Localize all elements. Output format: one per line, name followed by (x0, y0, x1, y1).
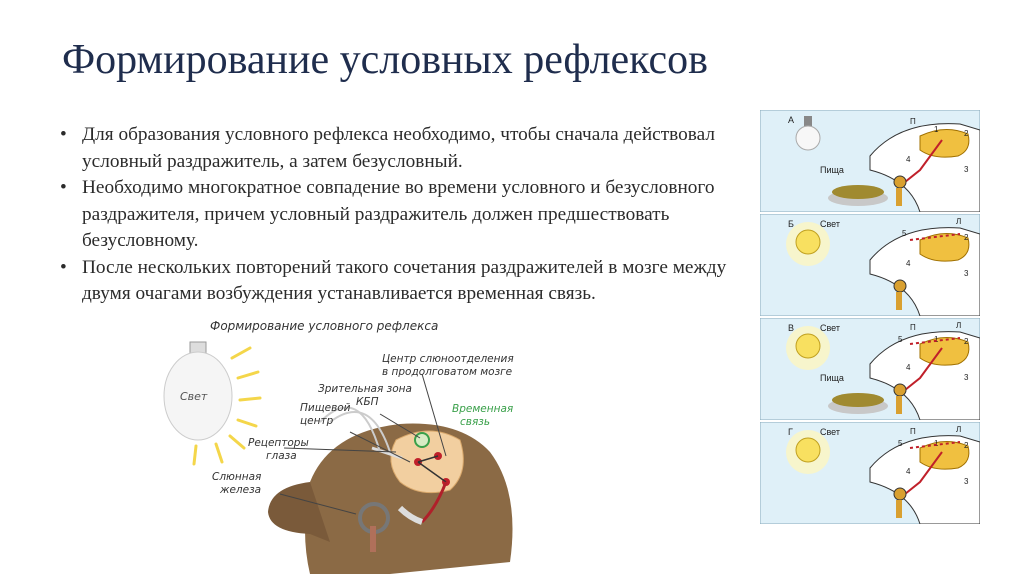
label-visual-zone-2: КБП (356, 396, 379, 408)
panel-mark: 2 (964, 129, 969, 138)
panel-mark: 3 (964, 373, 969, 382)
label-eye-receptors-2: глаза (266, 450, 297, 462)
panel-b (760, 214, 980, 316)
panel-mark: 3 (964, 477, 969, 486)
label-temporary-link: Временная (452, 403, 514, 415)
reflex-diagram-svg (160, 312, 530, 574)
panel-a-svg (760, 110, 980, 212)
panel-mark: 3 (964, 269, 969, 278)
bullet-item: • Для образования условного рефлекса необходимо, чтобы сначала действовал условный раздражитель, а затем безусловный. (60, 122, 740, 175)
panel-mark: 2 (964, 337, 969, 346)
panel-mark: 5 (898, 335, 903, 344)
label-eye-receptors: Рецепторы (248, 437, 309, 449)
diagram-heading: Формирование условного рефлекса (210, 319, 439, 333)
panel-letter: Б (788, 219, 794, 229)
panel-a (760, 110, 980, 212)
panel-mark: 5 (898, 439, 903, 448)
reflex-diagram (160, 312, 530, 574)
panel-c-svg (760, 318, 980, 420)
label-food-center: Пищевой (300, 402, 351, 414)
panel-d (760, 422, 980, 524)
panel-mark: 4 (906, 155, 911, 164)
panel-letter: Г (788, 427, 793, 437)
panel-mark: 2 (964, 441, 969, 450)
panel-mark: 1 (934, 335, 939, 344)
panel-mark: Л (956, 425, 962, 434)
panel-mark: 4 (906, 363, 911, 372)
panel-c (760, 318, 980, 420)
panel-light-label: Свет (820, 219, 841, 229)
bullet-item: • Необходимо многократное совпадение во времени условного и безусловного раздражителя, причем условный раздражитель должен предшествовать безусловному. (60, 175, 740, 255)
panel-food-label: Пища (820, 373, 844, 383)
panel-mark: Л (956, 217, 962, 226)
panel-d-svg (760, 422, 980, 524)
bullet-item: • После нескольких повторений такого сочетания раздражителей в мозге между двумя очагами возбуждения устанавливается временная связь. (60, 255, 740, 308)
label-salivary-gland: Слюнная (212, 471, 262, 483)
panel-b-svg (760, 214, 980, 316)
label-food-center-2: центр (300, 415, 334, 427)
lamp-label: Свет (180, 390, 208, 403)
panel-mark: П (910, 427, 916, 436)
panel-food-label: Пища (820, 165, 844, 175)
bullet-list (60, 122, 740, 308)
panel-light-label: Свет (820, 323, 841, 333)
label-salivary-gland-2: железа (220, 484, 262, 496)
panel-mark: 3 (964, 165, 969, 174)
panel-mark: Л (956, 321, 962, 330)
panel-letter: В (788, 323, 795, 333)
slide-title: Формирование условных рефлексов (62, 37, 708, 83)
label-temporary-link-2: связь (460, 416, 491, 428)
panel-mark: П (910, 117, 916, 126)
label-visual-zone: Зрительная зона (318, 383, 412, 395)
dog-head-illustration (268, 407, 513, 574)
panel-mark: П (910, 323, 916, 332)
label-salivation-center: Центр слюноотделения (382, 353, 514, 365)
panel-mark: 5 (902, 229, 907, 238)
panel-mark: 2 (964, 233, 969, 242)
panel-mark: 1 (934, 439, 939, 448)
panel-light-label: Свет (820, 427, 841, 437)
panel-mark: 1 (934, 125, 939, 134)
panel-mark: 4 (906, 467, 911, 476)
label-salivation-center-2: в продолговатом мозге (382, 366, 513, 378)
panel-letter: А (788, 115, 795, 125)
panel-mark: 4 (906, 259, 911, 268)
